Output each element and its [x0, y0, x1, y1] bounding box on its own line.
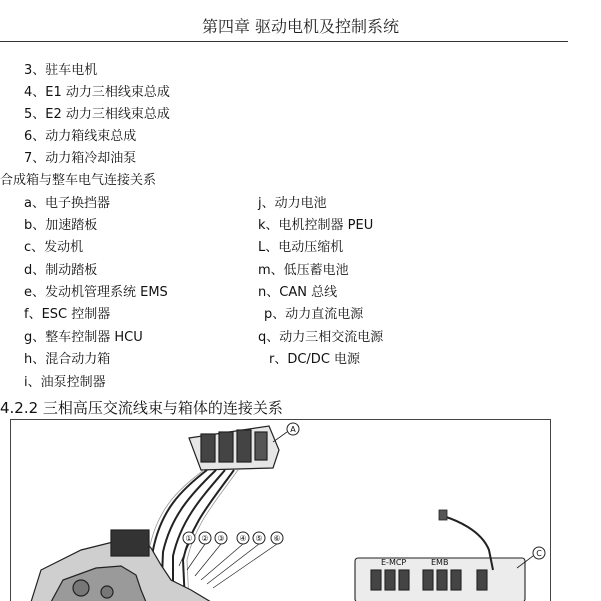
cable-terminal [439, 510, 447, 520]
component-item: 4、E1 动力三相线束总成 [24, 85, 170, 100]
component-item: 5、E2 动力三相线束总成 [24, 107, 170, 122]
component-item: 7、动力箱冷却油泵 [24, 151, 137, 166]
wiring-illustration [11, 420, 551, 601]
connection-item-left: f、ESC 控制器 [24, 307, 111, 322]
connection-item-right: p、动力直流电源 [264, 307, 364, 322]
label-emcp: E-MCP [381, 558, 407, 567]
connection-item-right: m、低压蓄电池 [258, 263, 349, 278]
callout-5: ⑤ [255, 534, 263, 543]
callout-4: ④ [239, 534, 247, 543]
connection-item-right: L、电动压缩机 [258, 240, 344, 255]
component-item: 3、驻车电机 [24, 63, 98, 78]
connection-item-right: j、动力电池 [258, 196, 327, 211]
connector-block [189, 426, 279, 470]
connection-item-left: c、发动机 [24, 240, 84, 255]
callout-1: ① [185, 534, 193, 543]
callout-6: ⑥ [273, 534, 281, 543]
label-emb: EMB [431, 558, 449, 567]
section-heading: 4.2.2 三相高压交流线束与箱体的连接关系 [0, 399, 283, 417]
connection-item-left: b、加速踏板 [24, 218, 98, 233]
connection-item-left: a、电子换挡器 [24, 196, 110, 211]
svg-text:A: A [290, 425, 296, 434]
svg-text:C: C [536, 549, 542, 558]
connection-item-left: g、整车控制器 HCU [24, 330, 143, 345]
header-rule [0, 41, 568, 42]
connection-item-right: q、动力三相交流电源 [258, 330, 384, 345]
connection-item-right: n、CAN 总线 [258, 285, 338, 300]
callout-2: ② [201, 534, 209, 543]
callout-numbers [183, 532, 283, 544]
page-header: 第四章 驱动电机及控制系统 [201, 17, 400, 36]
connection-item-right: k、电机控制器 PEU [258, 218, 374, 233]
connection-item-left: d、制动踏板 [24, 263, 98, 278]
callout-3: ③ [217, 534, 225, 543]
connection-item-right: r、DC/DC 电源 [269, 352, 361, 367]
connection-item-left: e、发动机管理系统 EMS [24, 285, 168, 300]
component-item: 6、动力箱线束总成 [24, 129, 137, 144]
callout-a [273, 423, 299, 442]
wiring-figure [10, 419, 551, 601]
connection-item-left: h、混合动力箱 [24, 352, 111, 367]
connection-heading: 合成箱与整车电气连接关系 [0, 173, 157, 188]
connection-item-left: i、油泵控制器 [24, 375, 106, 390]
